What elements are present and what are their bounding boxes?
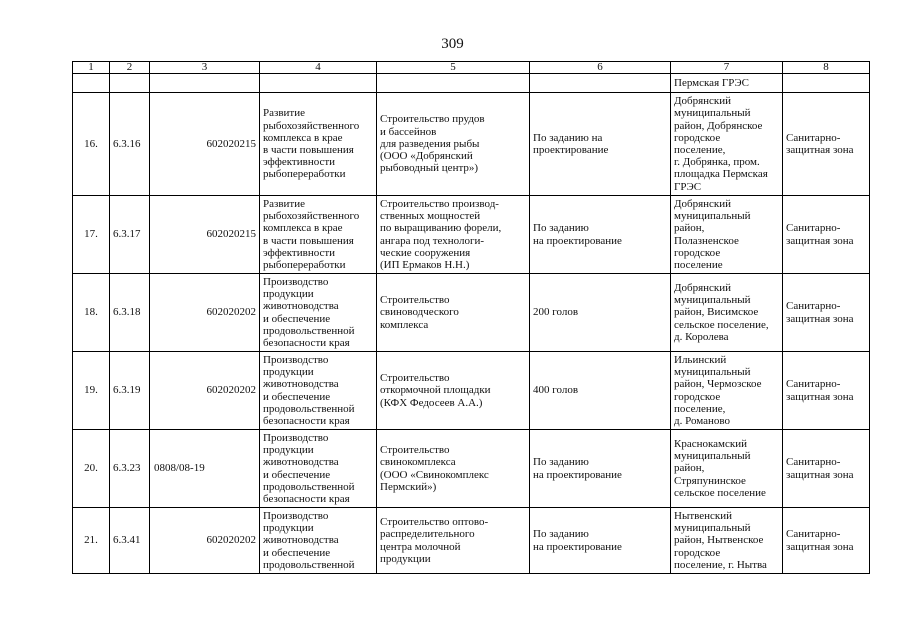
- program-id: 602020202: [150, 274, 260, 352]
- capacity-cell: [530, 352, 671, 430]
- measure-code: 6.3.16: [110, 93, 150, 196]
- continuation-row: [73, 74, 870, 93]
- location-text: Пермская ГРЭС: [674, 76, 749, 89]
- measure-code: 6.3.41: [110, 508, 150, 574]
- object-text: Строительство откормочной площадки (КФХ Федосеев А.А.): [380, 372, 491, 409]
- program-id: 602020202: [150, 352, 260, 430]
- zone-cell: [783, 93, 870, 196]
- zone-text: Санитарно- защитная зона: [786, 222, 854, 247]
- location-cell: [671, 74, 783, 93]
- column-number-row: [73, 62, 870, 74]
- location-cell: [671, 196, 783, 274]
- location-text: Добрянский муниципальный район, Полазненское городское поселение: [674, 197, 751, 271]
- location-text: Нытвенский муниципальный район, Нытвенское городское поселение, г. Нытва: [674, 509, 767, 571]
- object-cell: [377, 93, 530, 196]
- object-cell: [377, 508, 530, 574]
- object-cell: [377, 274, 530, 352]
- capacity-cell: [530, 430, 671, 508]
- table-row: [73, 352, 870, 430]
- program-text: Развитие рыбохозяйственного комплекса в крае в части повышения эффективности рыбопереработки: [263, 197, 360, 271]
- location-text: Краснокамский муниципальный район, Стряпунинское сельское поселение: [674, 437, 766, 499]
- column-header: 7: [671, 62, 783, 74]
- table-row: [73, 430, 870, 508]
- zone-cell: [783, 508, 870, 574]
- program-text: Производство продукции животноводства и обеспечение продовольственной: [263, 509, 355, 571]
- zone-cell: [783, 196, 870, 274]
- program-id: 0808/08-19: [150, 430, 260, 508]
- table-cell: [783, 74, 870, 93]
- measure-code: 6.3.18: [110, 274, 150, 352]
- column-header: 8: [783, 62, 870, 74]
- capacity-cell: [530, 93, 671, 196]
- zone-cell: [783, 430, 870, 508]
- zone-text: Санитарно- защитная зона: [786, 456, 854, 481]
- column-header: 2: [110, 62, 150, 74]
- measure-code: 6.3.17: [110, 196, 150, 274]
- table-cell: [530, 74, 671, 93]
- location-text: Добрянский муниципальный район, Висимское сельское поселение, д. Королева: [674, 281, 769, 343]
- table-cell: [377, 74, 530, 93]
- capacity-text: По заданию на проектирование: [533, 456, 622, 481]
- column-header: 1: [73, 62, 110, 74]
- table-cell: [110, 74, 150, 93]
- row-number: 18.: [73, 274, 110, 352]
- column-header: 3: [150, 62, 260, 74]
- planning-table: [72, 61, 870, 574]
- row-number: 16.: [73, 93, 110, 196]
- program-text: Развитие рыбохозяйственного комплекса в крае в части повышения эффективности рыбопереработки: [263, 107, 360, 181]
- row-number: 21.: [73, 508, 110, 574]
- location-text: Ильинский муниципальный район, Чермозское городское поселение, д. Романово: [674, 353, 762, 427]
- table-row: [73, 93, 870, 196]
- capacity-cell: [530, 508, 671, 574]
- program-text: Производство продукции животноводства и обеспечение продовольственной безопасности края: [263, 431, 355, 505]
- column-header: 4: [260, 62, 377, 74]
- program-text: Производство продукции животноводства и обеспечение продовольственной безопасности края: [263, 353, 355, 427]
- row-number: 19.: [73, 352, 110, 430]
- row-number: 17.: [73, 196, 110, 274]
- table-row: [73, 196, 870, 274]
- location-cell: [671, 352, 783, 430]
- zone-cell: [783, 274, 870, 352]
- zone-text: Санитарно- защитная зона: [786, 528, 854, 553]
- location-cell: [671, 430, 783, 508]
- object-cell: [377, 196, 530, 274]
- program-text: Производство продукции животноводства и обеспечение продовольственной безопасности края: [263, 275, 355, 349]
- zone-text: Санитарно- защитная зона: [786, 300, 854, 325]
- row-number: 20.: [73, 430, 110, 508]
- object-text: Строительство оптово- распределительного центра молочной продукции: [380, 516, 489, 565]
- object-text: Строительство производ- ственных мощностей по выращиванию форели, ангара под технологи- ческие сооружения (ИП Ермаков Н.Н.): [380, 197, 502, 271]
- object-text: Строительство свинокомплекса (ООО «Свинокомплекс Пермский»): [380, 444, 489, 493]
- column-header: 6: [530, 62, 671, 74]
- table-cell: [73, 74, 110, 93]
- program-cell: [260, 430, 377, 508]
- object-text: Строительство свиноводческого комплекса: [380, 294, 459, 331]
- capacity-cell: [530, 274, 671, 352]
- column-header: 5: [377, 62, 530, 74]
- capacity-text: 200 голов: [533, 306, 579, 319]
- zone-cell: [783, 352, 870, 430]
- program-id: 602020215: [150, 196, 260, 274]
- table-row: [73, 274, 870, 352]
- capacity-text: По заданию на проектирование: [533, 222, 622, 247]
- table-cell: [260, 74, 377, 93]
- object-cell: [377, 352, 530, 430]
- program-cell: [260, 352, 377, 430]
- program-cell: [260, 274, 377, 352]
- program-cell: [260, 93, 377, 196]
- program-cell: [260, 508, 377, 574]
- capacity-text: 400 голов: [533, 384, 579, 397]
- location-cell: [671, 93, 783, 196]
- capacity-cell: [530, 196, 671, 274]
- zone-text: Санитарно- защитная зона: [786, 378, 854, 403]
- measure-code: 6.3.19: [110, 352, 150, 430]
- location-cell: [671, 508, 783, 574]
- object-cell: [377, 430, 530, 508]
- table-row: [73, 508, 870, 574]
- capacity-text: По заданию на проектирование: [533, 131, 609, 156]
- location-text: Добрянский муниципальный район, Добрянское городское поселение, г. Добрянка, пром. площадка Пермская ГРЭС: [674, 95, 768, 193]
- measure-code: 6.3.23: [110, 430, 150, 508]
- zone-text: Санитарно- защитная зона: [786, 131, 854, 156]
- location-cell: [671, 274, 783, 352]
- program-cell: [260, 196, 377, 274]
- object-text: Строительство прудов и бассейнов для разведения рыбы (ООО «Добрянский рыбоводный центр»): [380, 113, 485, 175]
- program-id: 602020202: [150, 508, 260, 574]
- capacity-text: По заданию на проектирование: [533, 528, 622, 553]
- table-cell: [150, 74, 260, 93]
- program-id: 602020215: [150, 93, 260, 196]
- page-number: 309: [441, 36, 464, 52]
